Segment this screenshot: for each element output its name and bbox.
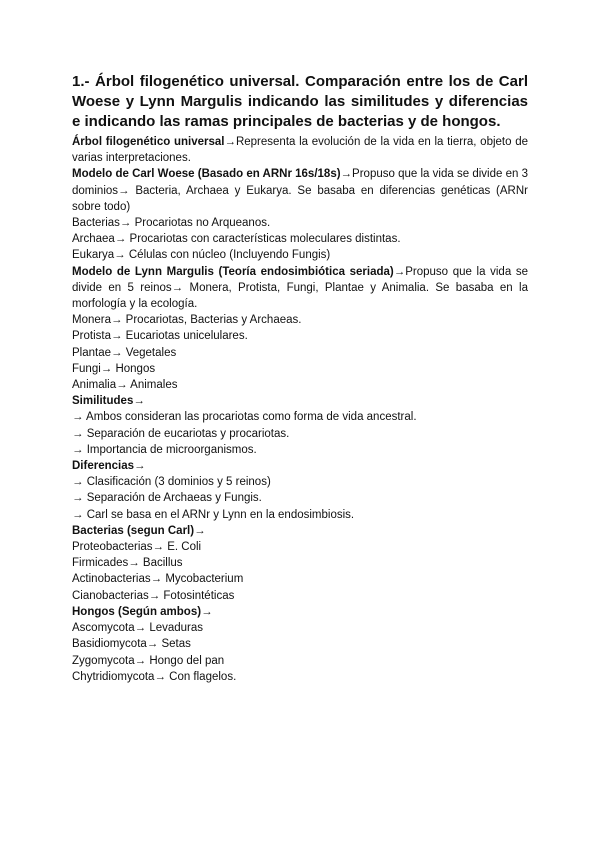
arrow-glyph: → <box>201 605 213 618</box>
margulis-desc: →Propuso que la vida se divide en 5 reinos→ Monera, Protista, Fungi, Plantae y Animalia. Se basaba en la morfología y la ecología. <box>72 265 528 311</box>
list-item: Monera→ Procariotas, Bacterias y Archaeas. <box>72 314 302 327</box>
arbol-paragraph <box>72 134 528 166</box>
similitudes-heading: Similitudes <box>72 395 134 408</box>
margulis-term: Modelo de Lynn Margulis (Teoría endosimbiótica seriada) <box>72 265 394 278</box>
bacterias-heading: Bacterias (segun Carl) <box>72 524 195 537</box>
arrow-glyph: → <box>133 395 145 408</box>
list-item: Bacterias→ Procariotas no Arqueanos. <box>72 217 271 230</box>
list-item: Plantae→ Vegetales <box>72 346 177 359</box>
arrow-glyph: → <box>134 460 146 473</box>
diferencias-heading-line <box>72 458 528 474</box>
list-item: → Separación de Archaeas y Fungis. <box>72 492 262 505</box>
list-item: → Importancia de microorganismos. <box>72 443 257 456</box>
list-item: Animalia→ Animales <box>72 379 178 392</box>
diferencias-heading: Diferencias <box>72 460 135 473</box>
hongos-heading: Hongos (Según ambos) <box>72 605 202 618</box>
list-item: Actinobacterias→ Mycobacterium <box>72 573 244 586</box>
woese-paragraph <box>72 166 528 215</box>
list-item: Eukarya→ Células con núcleo (Incluyendo Fungis) <box>72 249 331 262</box>
list-item: Archaea→ Procariotas con características moleculares distintas. <box>72 233 401 246</box>
list-item: Zygomycota→ Hongo del pan <box>72 654 225 667</box>
list-item: Proteobacterias→ E. Coli <box>72 541 202 554</box>
margulis-paragraph <box>72 264 528 313</box>
list-item: → Separación de eucariotas y procariotas. <box>72 427 290 440</box>
arbol-term: Árbol filogenético universal <box>72 136 225 148</box>
document-page <box>72 72 528 685</box>
hongos-heading-line <box>72 604 528 620</box>
list-item: → Carl se basa en el ARNr y Lynn en la endosimbiosis. <box>72 508 355 521</box>
list-item: Basidiomycota→ Setas <box>72 638 191 651</box>
similitudes-heading-line <box>72 393 528 409</box>
list-item: Protista→ Eucariotas unicelulares. <box>72 330 248 343</box>
list-item: → Clasificación (3 dominios y 5 reinos) <box>72 476 271 489</box>
list-item: Chytridiomycota→ Con flagelos. <box>72 670 237 683</box>
list-item: Fungi→ Hongos <box>72 362 156 375</box>
list-item: → Ambos consideran las procariotas como forma de vida ancestral. <box>72 411 417 424</box>
document-title: 1.- Árbol filogenético universal. Comparación entre los de Carl Woese y Lynn Margulis indicando las similitudes y diferencias e indicando las ramas principales de bacterias y de hongos. <box>72 73 528 130</box>
woese-term: Modelo de Carl Woese (Basado en ARNr 16s/18s) <box>72 168 341 181</box>
arrow-glyph: → <box>194 524 206 537</box>
list-item: Ascomycota→ Levaduras <box>72 622 204 635</box>
list-item: Cianobacterias→ Fotosintéticas <box>72 589 235 602</box>
bacterias-heading-line <box>72 523 528 539</box>
list-item: Firmicades→ Bacillus <box>72 557 183 570</box>
woese-desc: →Propuso que la vida se divide en 3 dominios→ Bacteria, Archaea y Eukarya. Se basaba en diferencias genéticas (ARNr sobre todo) <box>72 168 528 213</box>
arbol-desc: →Representa la evolución de la vida en la tierra, objeto de varias interpretaciones. <box>72 136 528 165</box>
